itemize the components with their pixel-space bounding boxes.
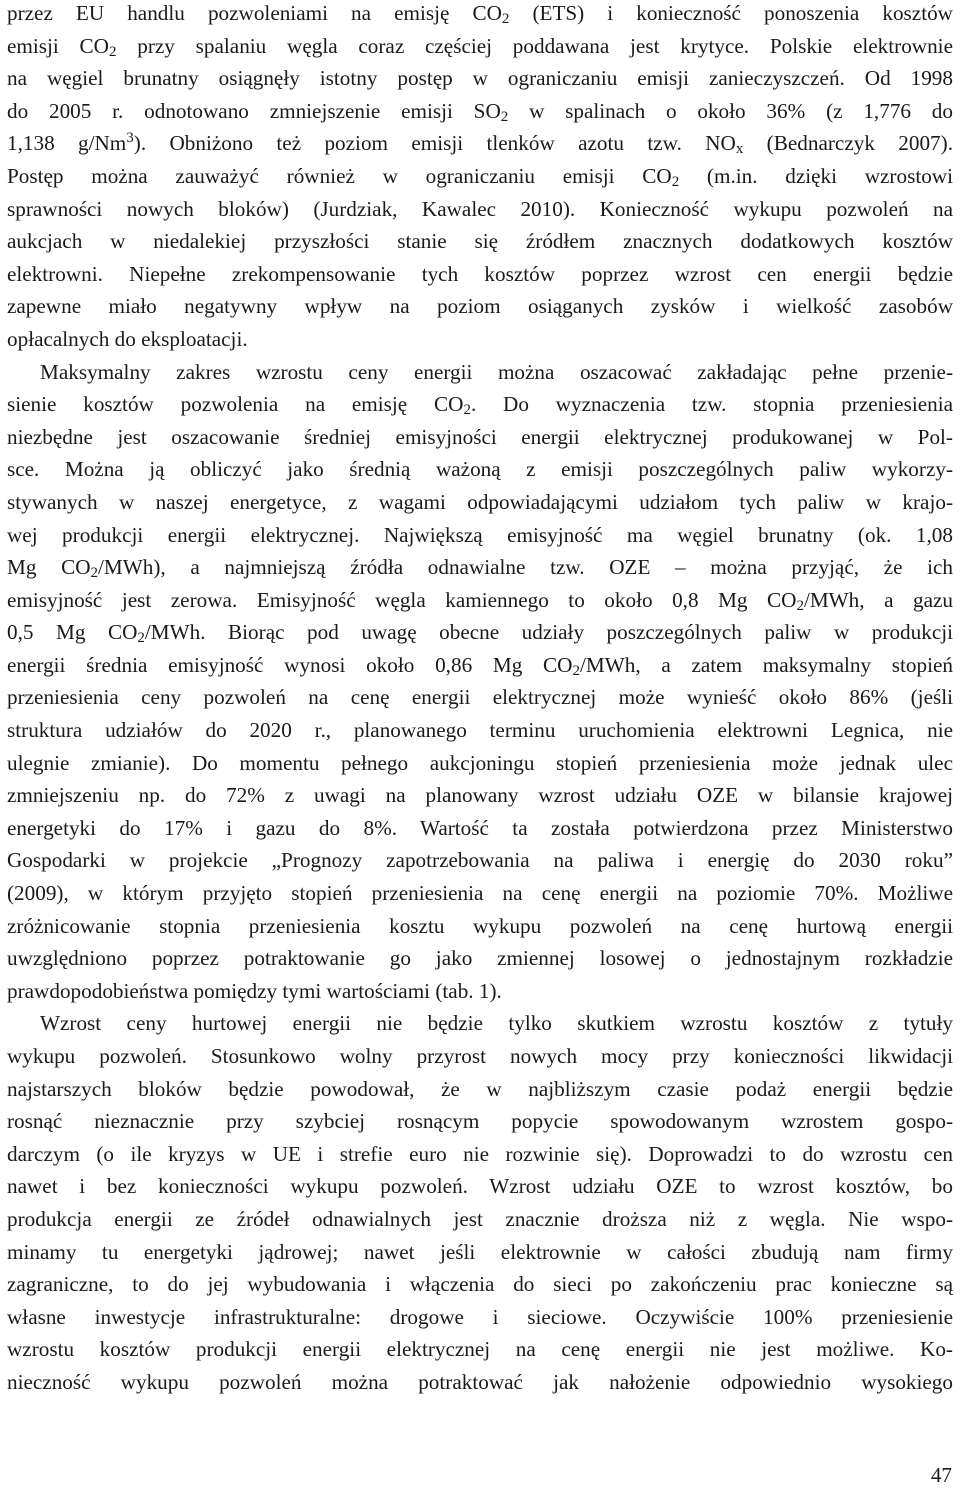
text-line: sienie kosztów pozwolenia na emisję $CO_2$. Do wyznaczenia tzw. stopnia przeniesienia: [7, 392, 953, 419]
text-line: struktura udziałów do 2020 r., planowanego terminu uruchomienia elektrowni Legnica, nie: [7, 718, 953, 743]
text-line: energii średnia emisyjność wynosi około 0,86 Mg $CO_2$/MWh, a zatem maksymalny stopień: [7, 652, 953, 679]
text-line: przez EU handlu pozwoleniami na emisję $CO_2$ (ETS) i konieczność ponoszenia kosztów: [7, 1, 953, 27]
text-line: do 2005 r. odnotowano zmniejszenie emisji $SO_2$ w spalinach o około 36% (z 1,776 do: [7, 98, 953, 125]
text-line: (2009), w którym przyjęto stopień przeniesienia na cenę energii na poziomie 70%. Możliwe: [7, 881, 953, 906]
text-line: nieczność wykupu pozwoleń można potraktować jak nałożenie odpowiednio wysokiego: [7, 1369, 953, 1394]
text-line: zróżnicowanie stopnia przeniesienia kosztu wykupu pozwoleń na cenę hurtową energii: [7, 913, 953, 938]
text-line: 1,138 g/Nm$^3$). Obniżono też poziom emisji tlenków azotu tzw. $NO_x$ (Bednarczyk 2007).: [7, 130, 953, 158]
text-line: darczym (o ile kryzys w UE i strefie euro nie rozwinie się). Doprowadzi to do wzrostu cen: [7, 1141, 953, 1166]
text-line: uwzględniono poprzez potraktowanie go jako zmiennej losowej o jednostajnym rozkładzie: [7, 946, 953, 971]
page-number: 47: [930, 1463, 952, 1487]
text-line: zmniejszeniu np. do 72% z uwagi na planowany wzrost udziału OZE w bilansie krajowej: [7, 783, 953, 808]
paragraph-max-price-increase: [7, 356, 953, 1008]
text-line: Maksymalny zakres wzrostu ceny energii można oszacować zakładając pełne przenie-: [40, 359, 953, 384]
text-line: niezbędne jest oszacowanie średniej emisyjności energii elektrycznej produkowanej w Pol-: [7, 424, 953, 449]
text-line: wzrostu kosztów produkcji energii elektrycznej na cenę energii nie jest możliwe. Ko-: [7, 1337, 953, 1362]
document-page: [7, 0, 953, 1399]
text-line: nawet i bez konieczności wykupu pozwoleń. Wzrost udziału OZE to wzrost kosztów, bo: [7, 1174, 953, 1199]
text-line: emisji $CO_2$ przy spalaniu węgla coraz częściej poddawana jest krytyce. Polskie elektrownie: [7, 33, 953, 60]
text-line: aukcjach w niedalekiej przyszłości stanie się źródłem znacznych dodatkowych kosztów: [7, 229, 953, 254]
text-line: na węgiel brunatny osiągnęły istotny postęp w ograniczaniu emisji zanieczyszczeń. Od 1998: [7, 66, 953, 91]
text-line: prawdopodobieństwa pomiędzy tymi wartościami (tab. 1).: [7, 978, 502, 1003]
text-line: zagraniczne, to do jej wybudowania i włączenia do sieci po zakończeniu prac konieczne są: [7, 1272, 953, 1297]
text-line: produkcja energii ze źródeł odnawialnych jest znacznie droższa niż z węgla. Nie wspo-: [7, 1206, 953, 1231]
text-line: stywanych w naszej energetyce, z wagami odpowiadającymi udziałom tych paliw w krajo-: [7, 489, 953, 514]
text-line: energetyki do 17% i gazu do 8%. Wartość ta została potwierdzona przez Ministerstwo: [7, 815, 953, 840]
text-line: 0,5 Mg $CO_2$/MWh. Biorąc pod uwagę obecne udziały poszczególnych paliw w produkcji: [7, 620, 954, 647]
text-line: najstarszych bloków będzie powodował, że w najbliższym czasie podaż energii będzie: [7, 1076, 953, 1101]
text-line: Wzrost ceny hurtowej energii nie będzie tylko skutkiem wzrostu kosztów z tytuły: [40, 1011, 953, 1036]
text-line: ulegnie zmianie). Do momentu pełnego aukcjoningu stopień przeniesienia może jednak ulec: [7, 750, 953, 775]
text-line: sprawności nowych bloków) (Jurdziak, Kawalec 2010). Konieczność wykupu pozwoleń na: [7, 196, 953, 221]
text-line: emisyjność jest zerowa. Emisyjność węgla kamiennego to około 0,8 Mg $CO_2$/MWh, a gazu: [7, 587, 953, 614]
paragraph-wholesale-price: [7, 1007, 953, 1398]
text-line: Postęp można zauważyć również w ograniczaniu emisji $CO_2$ (m.in. dzięki wzrostowi: [7, 163, 953, 190]
text-line: własne inwestycje infrastrukturalne: drogowe i sieciowe. Oczywiście 100% przeniesienie: [7, 1304, 953, 1329]
text-line: Mg $CO_2/MWh$), a najmniejszą źródła odnawialne tzw. OZE – można przyjąć, że ich: [7, 555, 953, 582]
text-line: elektrowni. Niepełne zrekompensowanie tych kosztów poprzez wzrost cen energii będzie: [7, 261, 953, 286]
text-line: opłacalnych do eksploatacji.: [7, 326, 248, 351]
text-line: zapewne miało negatywny wpływ na poziom osiąganych zysków i wielkość zasobów: [7, 294, 953, 319]
paragraph-emissions-intro: [7, 0, 953, 356]
text-line: Gospodarki w projekcie „Prognozy zapotrzebowania na paliwa i energię do 2030 roku”: [7, 848, 953, 873]
text-line: rosnąć nieznacznie przy szybciej rosnącym popycie spowodowanym wzrostem gospo-: [7, 1109, 953, 1134]
text-line: przeniesienia ceny pozwoleń na cenę energii elektrycznej może wynieść około 86% (jeśli: [7, 685, 953, 710]
text-line: wej produkcji energii elektrycznej. Największą emisyjność ma węgiel brunatny (ok. 1,08: [7, 522, 953, 547]
text-line: sce. Można ją obliczyć jako średnią ważoną z emisji poszczególnych paliw wykorzy-: [7, 457, 953, 482]
text-line: minamy tu energetyki jądrowej; nawet jeśli elektrownie w całości zbudują nam firmy: [7, 1239, 953, 1264]
text-line: wykupu pozwoleń. Stosunkowo wolny przyrost nowych mocy przy konieczności likwidacji: [7, 1044, 953, 1068]
